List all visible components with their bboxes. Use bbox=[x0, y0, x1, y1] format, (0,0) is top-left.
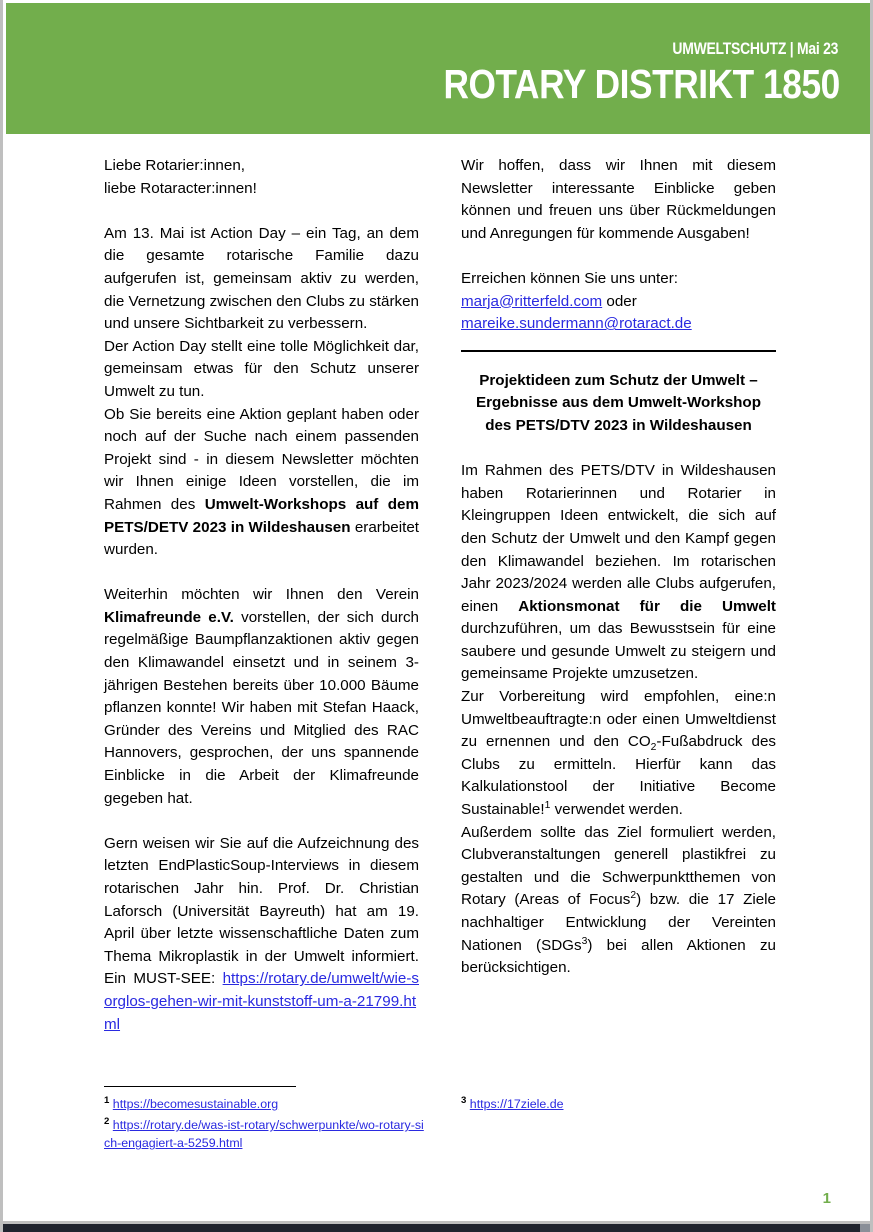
aktionsmonat-bold-text: Aktionsmonat für die Umwelt bbox=[518, 597, 776, 615]
footnote-item bbox=[104, 1092, 424, 1113]
spacer bbox=[104, 200, 419, 223]
contact-intro-text: Erreichen können Sie uns unter: bbox=[461, 269, 678, 287]
goals-intro-text: Außerdem sollte das Ziel formuliert werden, Clubveranstaltungen generell plastikfrei zu gestalten und die Schwerpunktthemen von Rotary (Areas of Focus bbox=[461, 823, 776, 909]
footnote-link-becomesustainable[interactable]: https://becomesustainable.org bbox=[112, 1097, 279, 1112]
section-heading bbox=[461, 370, 776, 438]
footnote-link-rotary-schwerpunkte[interactable]: https://rotary.de/was-ist-rotary/schwerpunkte/wo-rotary-sich-engagiert-a-5259.html bbox=[104, 1118, 424, 1151]
footnote-marker: 1 bbox=[104, 1095, 110, 1106]
preparation-intro-text: Zur Vorbereitung wird empfohlen, eine:n Umweltbeauftragte:n oder einen Umweltdienst zu ernennen und den CO bbox=[461, 688, 776, 751]
viewer-scrollbar-corner bbox=[860, 1224, 870, 1232]
klimafreunde-bold-text: Klimafreunde e.V. bbox=[104, 608, 234, 626]
section-heading-line-1: Projektideen zum Schutz der Umwelt – bbox=[479, 371, 758, 389]
preparation-body-text: -Fußabdruck des Clubs zu ermitteln. Hierfür kann das Kalkulationstool der Initiative Become Sustainable! bbox=[461, 733, 776, 819]
page-title: ROTARY DISTRIKT 1850 bbox=[443, 61, 840, 107]
klimafreunde-intro-text: Weiterhin möchten wir Ihnen den Verein bbox=[104, 586, 419, 604]
spacer bbox=[104, 562, 419, 585]
workshop-outro-text: erarbeitet wurden. bbox=[104, 518, 419, 559]
workshop-results-intro-text: Im Rahmen des PETS/DTV in Wildeshausen haben Rotarierinnen und Rotarier in Kleingruppen Ideen entwickelt, die sich auf den Schutz der Umwelt und den Kampf gegen den Klimawandel beziehen. Im rotarischen Jahr 2023/2024 werden alle Clubs aufgerufen, einen bbox=[461, 462, 776, 615]
footnote-item bbox=[104, 1113, 424, 1152]
intro-actionday-text: Am 13. Mai ist Action Day – ein Tag, an dem die gesamte rotarische Familie dazu aufgerufen ist, gemeinsam aktiv zu werden, die Vernetzung zwischen den Clubs zu stärken und unsere Sichtbarkeit zu verbessern. bbox=[104, 224, 419, 333]
right-paragraph-preparation bbox=[461, 686, 776, 822]
header-band bbox=[6, 3, 870, 134]
footnote-ref-2[interactable]: 2 bbox=[630, 890, 637, 902]
left-paragraph-actionday-2 bbox=[104, 336, 419, 404]
rotary-article-link[interactable]: https://rotary.de/umwelt/wie-sorglos-gehen-wir-mit-kunststoff-um-a-21799.html bbox=[104, 970, 419, 1033]
workshop-results-outro-text: durchzuführen, um das Bewusstsein für eine saubere und gesunde Umwelt zu steigern und gemeinsame Projekte umzusetzen. bbox=[461, 620, 776, 683]
footnotes-right bbox=[461, 1086, 781, 1113]
left-paragraph-intro bbox=[104, 223, 419, 336]
preparation-outro-text: verwendet werden. bbox=[550, 801, 683, 819]
footnote-item bbox=[461, 1092, 781, 1113]
spacer bbox=[461, 245, 776, 268]
footnote-marker: 3 bbox=[461, 1095, 467, 1106]
email-link-mareike[interactable]: mareike.sundermann@rotaract.de bbox=[461, 315, 692, 333]
left-column bbox=[104, 155, 419, 1036]
goals-outro-text: ) bei allen Aktionen zu berücksichtigen. bbox=[461, 936, 776, 977]
spacer bbox=[461, 438, 776, 461]
salutation-line-2: liebe Rotaracter:innen! bbox=[104, 179, 257, 197]
page-number: 1 bbox=[822, 1190, 831, 1207]
footnotes-left bbox=[104, 1086, 424, 1152]
email-conjunction: oder bbox=[602, 292, 637, 310]
footnote-link-17ziele[interactable]: https://17ziele.de bbox=[469, 1097, 564, 1112]
email-link-marja[interactable]: marja@ritterfeld.com bbox=[461, 292, 603, 310]
goals-body-text: ) bzw. die 17 Ziele nachhaltiger Entwicklung der Vereinten Nationen (SDGs bbox=[461, 891, 777, 954]
body-columns bbox=[3, 155, 873, 1060]
footnote-separator-rule bbox=[104, 1086, 296, 1087]
endplasticsoup-text: Gern weisen wir Sie auf die Aufzeichnung des letzten EndPlasticSoup-Interviews in diesem rotarischen Jahr hin. Prof. Dr. Christian Laforsch (Universität Bayreuth) hat am 19. April über letzte wissenschaftliche Daten zum Thema Mikroplastik in der Umwelt informiert. Ein MUST-SEE: bbox=[104, 834, 419, 988]
section-heading-line-3: des PETS/DTV 2023 in Wildeshausen bbox=[485, 416, 752, 434]
hope-text: Wir hoffen, dass wir Ihnen mit diesem Newsletter interessante Einblicke geben können und freuen uns über Rückmeldungen und Anregungen für kommende Ausgaben! bbox=[461, 157, 776, 242]
header-eyebrow: UMWELTSCHUTZ | Mai 23 bbox=[672, 39, 838, 58]
salutation-line-1: Liebe Rotarier:innen, bbox=[104, 157, 245, 174]
footnote-separator-rule-placeholder bbox=[461, 1086, 653, 1087]
right-paragraph-hope bbox=[461, 155, 776, 245]
right-column bbox=[461, 155, 776, 980]
footnote-marker: 2 bbox=[104, 1116, 110, 1128]
viewer-bottom-strip bbox=[3, 1224, 873, 1232]
section-divider bbox=[461, 350, 776, 352]
left-paragraph-workshop bbox=[104, 404, 419, 562]
right-paragraph-workshop-results bbox=[461, 460, 776, 686]
workshop-intro-text: Ob Sie bereits eine Aktion geplant haben oder noch auf der Suche nach einem passenden Projekt sind - in diesem Newsletter möchten wir Ihnen einige Ideen vorstellen, die im Rahmen des bbox=[104, 405, 419, 513]
klimafreunde-body-text: vorstellen, der sich durch regelmäßige Baumpflanzaktionen aktiv gegen den Klimawandel einsetzt und in seinem 3-jährigen Bestehen bereits über 10.000 Bäume pflanzen konnte! Wir haben mit Stefan Haack, Gründer des Vereins und Mitglied des RAC Hannovers, gesprochen, der uns spannende Einblicke in die Arbeit der Klimafreunde gegeben hat. bbox=[104, 608, 419, 807]
salutation bbox=[104, 155, 419, 200]
footnote-ref-3[interactable]: 3 bbox=[581, 935, 588, 947]
actionday-opportunity-text: Der Action Day stellt eine tolle Möglichkeit dar, gemeinsam etwas für den Schutz unserer Umwelt zu tun. bbox=[104, 337, 419, 400]
contact-block bbox=[461, 268, 776, 336]
left-paragraph-endplasticsoup bbox=[104, 833, 419, 1036]
co2-subscript: 2 bbox=[650, 742, 657, 754]
right-paragraph-goals bbox=[461, 822, 776, 980]
spacer bbox=[104, 810, 419, 833]
workshop-bold-text: Umwelt-Workshops auf dem PETS/DETV 2023 in Wildeshausen bbox=[104, 495, 419, 536]
footnotes-area bbox=[3, 1086, 873, 1176]
left-paragraph-klimafreunde bbox=[104, 584, 419, 810]
section-heading-line-2: Ergebnisse aus dem Umwelt-Workshop bbox=[476, 394, 761, 412]
footnote-ref-1[interactable]: 1 bbox=[544, 799, 551, 811]
